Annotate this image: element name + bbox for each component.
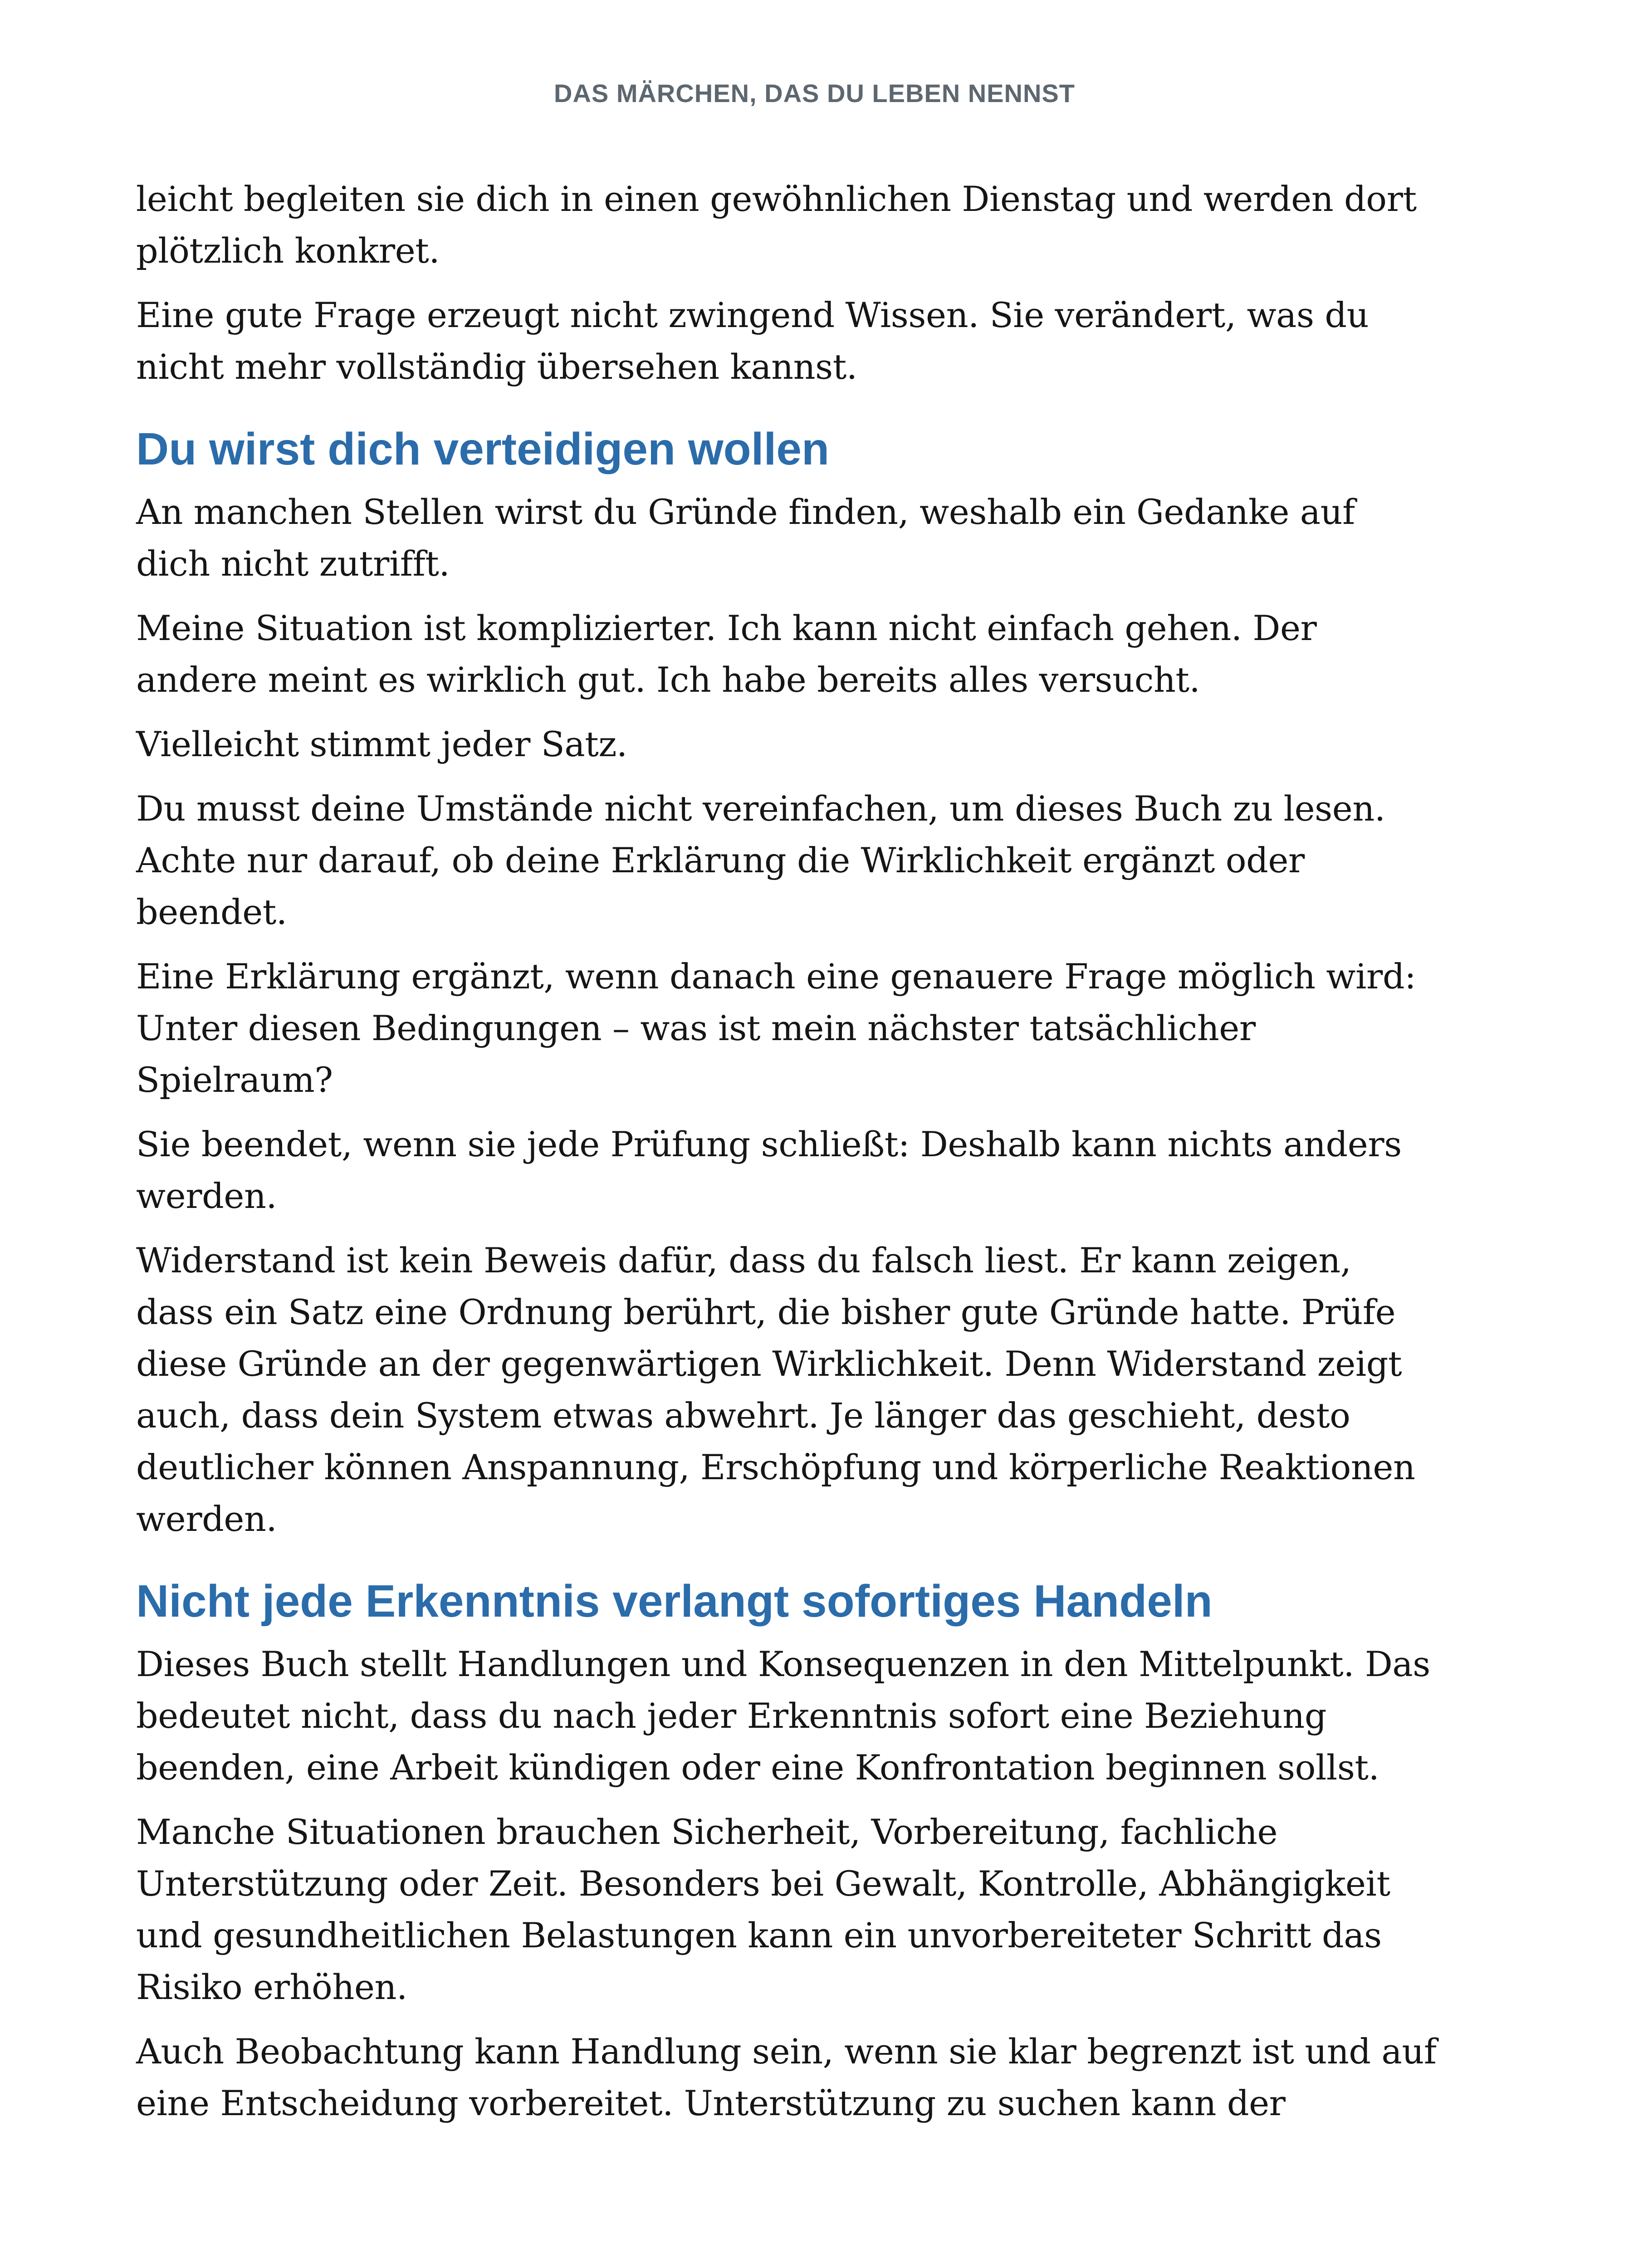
paragraph: leicht begleiten sie dich in einen gewöhnlichen Dienstag und werden dort plötzlich konkret. <box>136 179 1417 271</box>
paragraph: Eine Erklärung ergänzt, wenn danach eine genauere Frage möglich wird: Unter diesen Bedingungen – was ist mein nächster tatsächlicher Spielraum? <box>136 956 1416 1100</box>
paragraph: Manche Situationen brauchen Sicherheit, Vorbereitung, fachliche Unterstützung oder Zeit. Besonders bei Gewalt, Kontrolle, Abhängigkeit und gesundheitlichen Belastungen kann ein unvorbereiteter Schritt das Risiko erhöhen. <box>136 1812 1390 2007</box>
paragraph: Auch Beobachtung kann Handlung sein, wenn sie klar begrenzt ist und auf eine Entscheidung vorbereitet. Unterstützung zu suchen kann der <box>136 2031 1437 2123</box>
paragraph: Dieses Buch stellt Handlungen und Konsequenzen in den Mittelpunkt. Das bedeutet nicht, dass du nach jeder Erkenntnis sofort eine Beziehung beenden, eine Arbeit kündigen oder eine Konfrontation beginnen sollst. <box>136 1644 1430 1788</box>
paragraph: Sie beendet, wenn sie jede Prüfung schließt: Deshalb kann nichts anders werden. <box>136 1124 1402 1216</box>
page-body <box>136 173 1438 2142</box>
paragraph: Eine gute Frage erzeugt nicht zwingend Wissen. Sie verändert, was du nicht mehr vollständig übersehen kannst. <box>136 295 1369 387</box>
section-heading: Nicht jede Erkenntnis verlangt sofortiges Handeln <box>136 1576 1213 1627</box>
running-header: DAS MÄRCHEN, DAS DU LEBEN NENNST <box>554 79 1075 108</box>
paragraph: An manchen Stellen wirst du Gründe finden, weshalb ein Gedanke auf dich nicht zutrifft. <box>136 492 1355 584</box>
paragraph: Widerstand ist kein Beweis dafür, dass du falsch liest. Er kann zeigen, dass ein Satz eine Ordnung berührt, die bisher gute Gründe hatte. Prüfe diese Gründe an der gegenwärtigen Wirklichkeit. Denn Widerstand zeigt auch, dass dein System etwas abwehrt. Je länger das geschieht, desto deutlicher können Anspannung, Erschöpfung und körperliche Reaktionen werden. <box>136 1240 1415 1539</box>
paragraph: Meine Situation ist komplizierter. Ich kann nicht einfach gehen. Der andere meint es wirklich gut. Ich habe bereits alles versucht. <box>136 608 1317 700</box>
paragraph: Vielleicht stimmt jeder Satz. <box>136 724 627 764</box>
section-heading: Du wirst dich verteidigen wollen <box>136 424 830 474</box>
paragraph: Du musst deine Umstände nicht vereinfachen, um dieses Buch zu lesen. Achte nur darauf, ob deine Erklärung die Wirklichkeit ergänzt oder beendet. <box>136 788 1385 932</box>
